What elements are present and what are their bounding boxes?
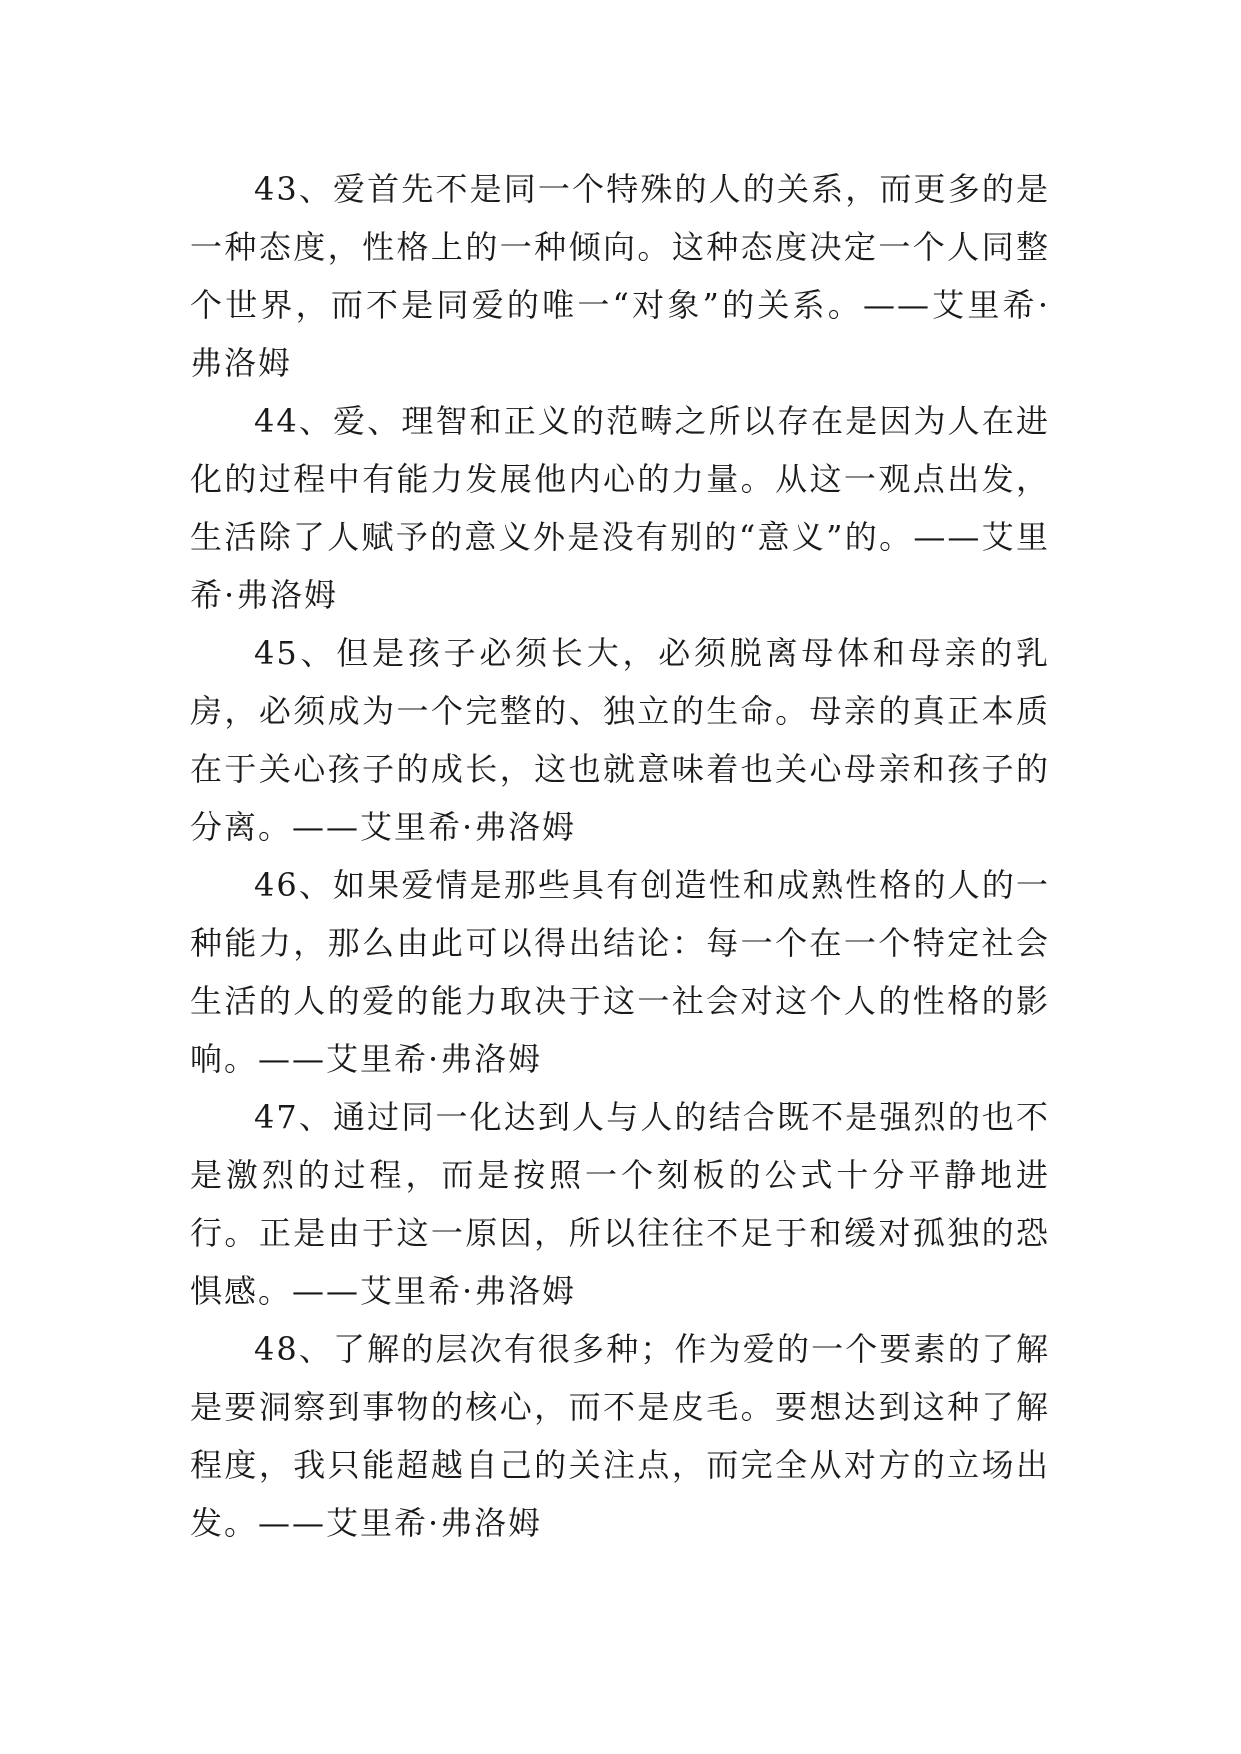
quote-list [190,160,1050,1552]
quote-48: 48、了解的层次有很多种；作为爱的一个要素的了解是要洞察到事物的核心，而不是皮毛。要想达到这种了解程度，我只能超越自己的关注点，而完全从对方的立场出发。——艾里希·弗洛姆 [190,1330,1050,1542]
quote-43: 43、爱首先不是同一个特殊的人的关系，而更多的是一种态度，性格上的一种倾向。这种态度决定一个人同整个世界，而不是同爱的唯一“对象”的关系。——艾里希·弗洛姆 [190,170,1050,382]
quote-44: 44、爱、理智和正义的范畴之所以存在是因为人在进化的过程中有能力发展他内心的力量。从这一观点出发，生活除了人赋予的意义外是没有别的“意义”的。——艾里希·弗洛姆 [190,402,1050,614]
quote-47: 47、通过同一化达到人与人的结合既不是强烈的也不是激烈的过程，而是按照一个刻板的公式十分平静地进行。正是由于这一原因，所以往往不足于和缓对孤独的恐惧感。——艾里希·弗洛姆 [190,1098,1050,1310]
quote-46: 46、如果爱情是那些具有创造性和成熟性格的人的一种能力，那么由此可以得出结论：每一个在一个特定社会生活的人的爱的能力取决于这一社会对这个人的性格的影响。——艾里希·弗洛姆 [190,866,1050,1078]
quote-45: 45、但是孩子必须长大，必须脱离母体和母亲的乳房，必须成为一个完整的、独立的生命。母亲的真正本质在于关心孩子的成长，这也就意味着也关心母亲和孩子的分离。——艾里希·弗洛姆 [190,634,1050,846]
